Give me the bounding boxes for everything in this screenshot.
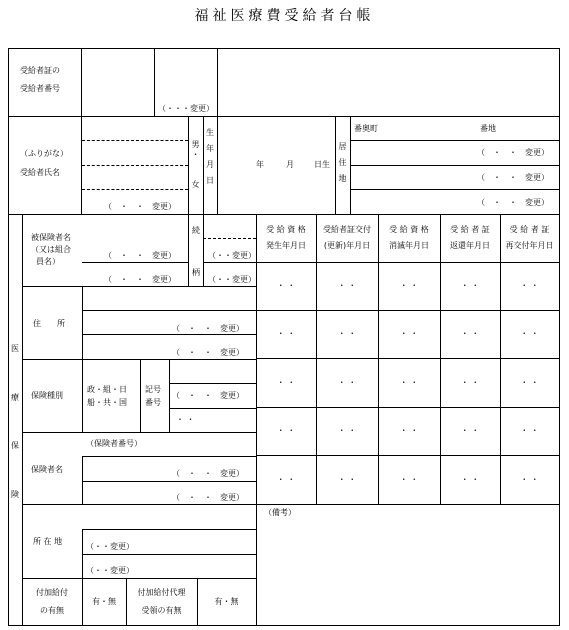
date-cell-r1-c3: ・ ・ xyxy=(399,281,419,290)
date-cell-r4-c3: ・ ・ xyxy=(399,426,419,435)
date-cell-r2-c4: ・ ・ xyxy=(460,329,480,338)
sex-female: 女 xyxy=(191,180,200,189)
date-cell-r3-c4: ・ ・ xyxy=(460,377,480,387)
sex-dot: ・ xyxy=(191,150,200,159)
residence-label-1: 居 xyxy=(338,142,347,151)
location-label: 所 在 地 xyxy=(33,537,63,546)
date-cell-r3-c1: ・ ・ xyxy=(276,377,296,387)
residence-label-3: 地 xyxy=(338,174,347,183)
status-header-5a: 受 給 者 証 xyxy=(509,225,550,234)
addr-change-1: （ ・ ・ 変更） xyxy=(477,148,549,157)
date-cell-r4-c4: ・ ・ xyxy=(460,426,480,435)
insurance-types-1: 政・組・日 xyxy=(87,385,127,394)
addr-change-2: （ ・ ・ 変更） xyxy=(477,173,549,182)
residence-label-2: 住 xyxy=(338,158,347,167)
date-cell-r2-c1: ・ ・ xyxy=(276,329,296,338)
address-change-2: （ ・ ・ 変更） xyxy=(172,348,244,357)
birth-label-3: 月 xyxy=(206,160,214,169)
symbol-number-label-2: 番号 xyxy=(145,398,161,407)
date-cell-r5-c3: ・ ・ xyxy=(399,474,419,484)
date-cell-r3-c3: ・ ・ xyxy=(399,377,419,387)
date-cell-r2-c2: ・ ・ xyxy=(337,329,357,338)
symbol-change: （ ・ ・ 変更） xyxy=(172,391,244,400)
birth-label-1: 生 xyxy=(206,128,214,137)
additional-benefit-yes-no: 有・無 xyxy=(92,596,116,606)
page-title: 福祉医療費受給者台帳 xyxy=(194,8,375,24)
proxy-yes-no: 有・無 xyxy=(214,596,239,606)
date-cell-r4-c1: ・ ・ xyxy=(276,426,296,435)
insured-label-2: （又は組合 xyxy=(31,245,71,254)
addr-change-3: （ ・ ・ 変更） xyxy=(477,198,549,207)
recipient-number-change: （・・・変更） xyxy=(158,104,214,113)
date-cell-r3-c5: ・ ・ xyxy=(520,377,539,387)
status-header-4b: 返還年月日 xyxy=(450,241,490,250)
proxy-label-1: 付加給付代理 xyxy=(137,587,186,597)
date-cell-r2-c5: ・ ・ xyxy=(520,329,539,338)
date-cell-r5-c2: ・ ・ xyxy=(337,474,357,484)
relation-change-1: （・・変更） xyxy=(208,251,256,260)
status-header-1a: 受 給 資 格 xyxy=(266,225,306,234)
status-header-4a: 受 給 者 証 xyxy=(450,225,490,234)
insured-change-1: （ ・ ・ 変更） xyxy=(104,251,176,260)
remarks-label: （備考） xyxy=(264,508,296,517)
insured-change-2: （ ・ ・ 変更） xyxy=(104,275,176,284)
name-change: （ ・ ・ 変更） xyxy=(104,202,176,211)
relation-change-2: （・・変更） xyxy=(208,275,256,284)
additional-benefit-label-2: の有無 xyxy=(40,605,64,615)
birth-label-2: 年 xyxy=(206,144,214,153)
recipient-name-label: 受給者氏名 xyxy=(20,168,60,177)
date-cell-r5-c5: ・ ・ xyxy=(520,474,539,484)
status-header-3a: 受 給 資 格 xyxy=(389,225,429,234)
address-town: 番奥町 xyxy=(354,124,378,133)
date-cell-r5-c4: ・ ・ xyxy=(460,474,480,484)
sex-male: 男 xyxy=(191,140,200,149)
birth-day: 日生 xyxy=(314,160,330,169)
status-header-5b: 再交付年月日 xyxy=(505,241,554,250)
relation-label-2: 柄 xyxy=(192,268,200,277)
address-change-1: （ ・ ・ 変更） xyxy=(172,324,244,333)
date-cell-r4-c5: ・ ・ xyxy=(520,426,539,435)
birth-year: 年 xyxy=(256,160,264,169)
insurer-change-1: （ ・ ・ 変更） xyxy=(172,469,244,478)
date-cell-r5-c1: ・ ・ xyxy=(276,474,296,484)
status-header-2b: (更新)年月日 xyxy=(323,241,371,250)
location-change-2: （・・変更） xyxy=(86,566,134,575)
date-cell-r1-c1: ・ ・ xyxy=(276,281,296,290)
insurance-types-2: 船・共・国 xyxy=(87,398,127,407)
date-cell-r1-c4: ・ ・ xyxy=(460,281,480,290)
insurer-change-2: （ ・ ・ 変更） xyxy=(172,493,244,502)
date-cell-r2-c3: ・ ・ xyxy=(399,329,419,338)
recipient-number-label-2: 受給者番号 xyxy=(20,84,60,93)
insurance-type-label: 保険種別 xyxy=(31,391,63,400)
medical-label-1: 医 xyxy=(11,344,19,353)
date-cell-r4-c2: ・ ・ xyxy=(337,426,357,435)
birth-label-4: 日 xyxy=(206,176,214,185)
symbol-dots: ・ ・ xyxy=(176,415,195,424)
address-banchi: 番地 xyxy=(480,124,496,133)
status-header-3b: 消滅年月日 xyxy=(389,241,429,250)
insured-label-3: 員名） xyxy=(36,257,60,266)
insurer-number-label: （保険者番号） xyxy=(86,439,142,448)
date-cell-r1-c5: ・ ・ xyxy=(520,281,539,290)
status-header-2a: 受給者証交付 xyxy=(323,225,371,234)
birth-month: 月 xyxy=(286,160,294,169)
recipient-number-label-1: 受給者証の xyxy=(20,66,60,75)
date-cell-r1-c2: ・ ・ xyxy=(337,281,357,290)
medical-label-2: 療 xyxy=(11,393,19,402)
date-cell-r3-c2: ・ ・ xyxy=(337,377,357,387)
relation-label-1: 続 xyxy=(192,226,200,235)
medical-label-3: 保 xyxy=(11,441,19,450)
medical-label-4: 険 xyxy=(11,490,19,499)
insurer-label: 保険者名 xyxy=(31,465,63,474)
location-change-1: （・・変更） xyxy=(86,542,134,551)
address-label: 住 所 xyxy=(33,319,65,328)
symbol-number-label-1: 記号 xyxy=(145,385,161,394)
furigana-label: （ふりがな） xyxy=(20,149,68,158)
proxy-label-2: 受領の有無 xyxy=(141,605,182,615)
status-header-1b: 発生年月日 xyxy=(266,241,306,250)
additional-benefit-label-1: 付加給付 xyxy=(36,587,68,597)
insured-label-1: 被保険者名 xyxy=(31,233,71,242)
